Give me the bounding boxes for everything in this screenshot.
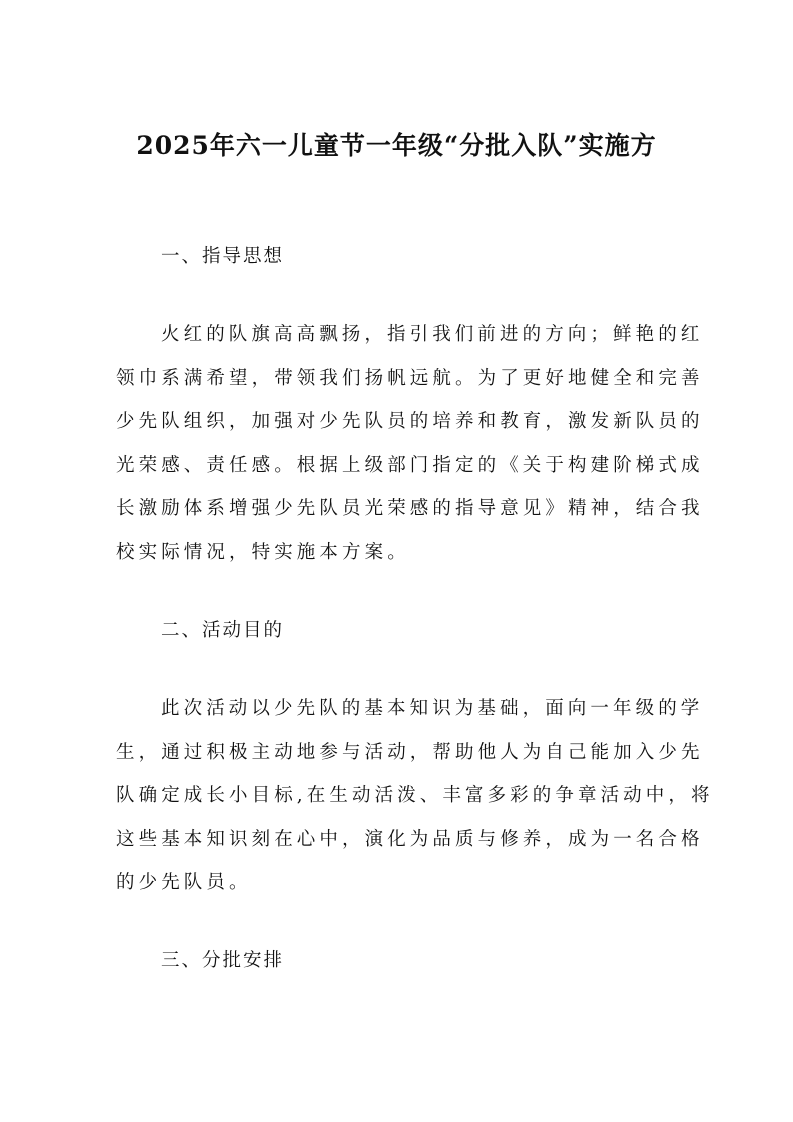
paragraph-line: 队确定成长小目标,在生动活泼、丰富多彩的争章活动中，将 — [116, 785, 714, 806]
paragraph-line: 长激励体系增强少先队员光荣感的指导意见》精神，结合我 — [116, 498, 704, 519]
paragraph-line: 少先队组织，加强对少先队员的培养和教育，激发新队员的 — [116, 411, 704, 432]
document-title: 2025年六一儿童节一年级“分批入队”实施方 — [136, 131, 657, 160]
paragraph-line: 校实际情况，特实施本方案。 — [116, 541, 410, 563]
paragraph-line: 光荣感、责任感。根据上级部门指定的《关于构建阶梯式成 — [116, 454, 704, 476]
paragraph-guiding-ideology — [116, 313, 704, 574]
section-heading-guiding-ideology: 一、指导思想 — [161, 246, 285, 267]
paragraph-line: 火红的队旗高高飘扬，指引我们前进的方向；鲜艳的红 — [161, 324, 704, 345]
section-heading-batch-arrangement: 三、分批安排 — [161, 950, 285, 971]
paragraph-line: 领巾系满希望，带领我们扬帆远航。为了更好地健全和完善 — [116, 367, 704, 389]
paragraph-line: 的少先队员。 — [116, 872, 252, 893]
section-heading-activity-purpose: 二、活动目的 — [161, 620, 285, 641]
paragraph-activity-purpose — [116, 687, 714, 905]
paragraph-line: 这些基本知识刻在心中，演化为品质与修养，成为一名合格 — [116, 828, 704, 850]
paragraph-line: 生，通过积极主动地参与活动，帮助他人为自己能加入少先 — [116, 741, 704, 763]
paragraph-line: 此次活动以少先队的基本知识为基础，面向一年级的学 — [161, 698, 704, 719]
